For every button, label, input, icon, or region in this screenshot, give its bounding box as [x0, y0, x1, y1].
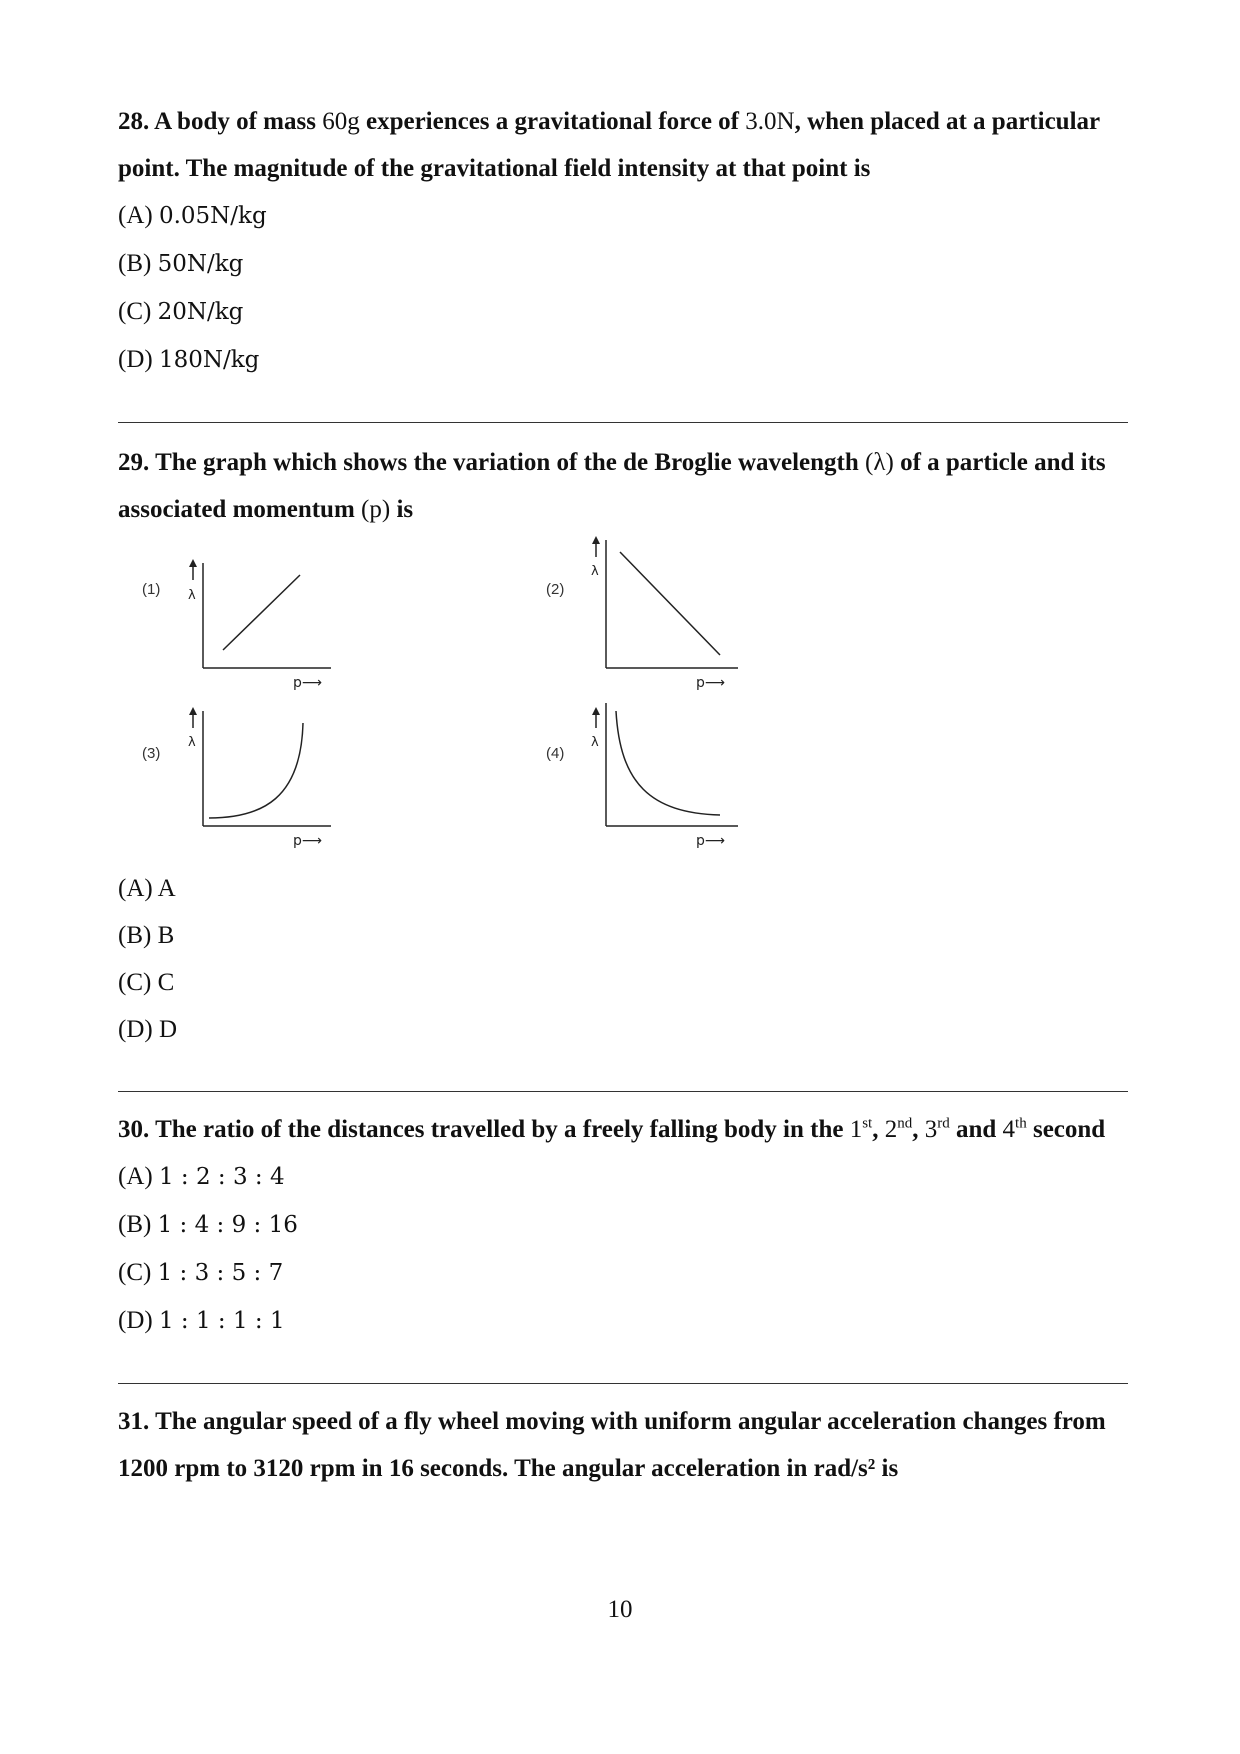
option-c[interactable]: (C) 20N/kg	[118, 298, 244, 325]
option-c[interactable]: (C) C	[118, 969, 175, 996]
option-b[interactable]: (B) B	[118, 922, 175, 949]
question-28	[118, 98, 1128, 384]
question-number: 29.	[118, 449, 150, 476]
graph-4-number: (4)	[546, 745, 565, 762]
question-number: 31.	[118, 1408, 150, 1435]
graph-1	[173, 535, 333, 690]
question-30-stem: 30. The ratio of the distances travelled by a freely falling body in the 1st, 2nd, 3rd and 4th second	[118, 1115, 1106, 1143]
graph-3-curve	[209, 723, 303, 818]
question-31	[118, 1398, 1128, 1492]
graph-3-y-label: λ	[188, 735, 196, 750]
graph-2	[580, 525, 740, 690]
question-29-stem: 29. The graph which shows the variation of the de Broglie wavelength (λ) of a particle and its associated momentum (p) is	[118, 449, 1106, 523]
question-29	[118, 439, 1128, 1053]
option-d[interactable]: (D) 1 : 1 : 1 : 1	[118, 1307, 285, 1334]
option-d[interactable]: (D) D	[118, 1016, 178, 1043]
graph-3-number: (3)	[142, 745, 161, 762]
graph-options-figure	[118, 535, 1128, 865]
graph-3-x-label: p⟶	[293, 833, 322, 848]
question-number: 28.	[118, 108, 150, 135]
page	[118, 98, 1128, 1492]
option-b[interactable]: (B) 1 : 4 : 9 : 16	[118, 1211, 298, 1238]
option-b[interactable]: (B) 50N/kg	[118, 250, 244, 277]
graph-4-y-label: λ	[591, 735, 599, 750]
question-31-stem: 31. The angular speed of a fly wheel moving with uniform angular acceleration changes from 1200 rpm to 3120 rpm in 16 seconds. The angular acceleration in rad/s² is	[118, 1408, 1106, 1482]
option-d[interactable]: (D) 180N/kg	[118, 346, 260, 373]
graph-1-x-label: p⟶	[293, 675, 322, 690]
graph-1-number: (1)	[142, 581, 161, 598]
graph-4	[580, 693, 740, 848]
graph-2-y-label: λ	[591, 564, 599, 579]
graph-1-curve	[223, 575, 300, 650]
graph-4-x-label: p⟶	[696, 833, 725, 848]
question-30	[118, 1106, 1128, 1345]
option-c[interactable]: (C) 1 : 3 : 5 : 7	[118, 1259, 284, 1286]
option-a[interactable]: (A) 1 : 2 : 3 : 4	[118, 1163, 285, 1190]
option-a[interactable]: (A) 0.05N/kg	[118, 202, 267, 229]
option-a[interactable]: (A) A	[118, 875, 176, 902]
graph-2-number: (2)	[546, 581, 565, 598]
question-28-stem: 28. A body of mass 60g experiences a gravitational force of 3.0N, when placed at a particular point. The magnitude of the gravitational field intensity at that point is	[118, 108, 1100, 182]
graph-1-y-label: λ	[188, 588, 196, 603]
question-number: 30.	[118, 1116, 150, 1143]
graph-2-x-label: p⟶	[696, 675, 725, 690]
page-number: 10	[607, 1596, 633, 1623]
graph-3	[173, 693, 333, 848]
graph-4-curve	[616, 711, 720, 815]
graph-2-curve	[620, 552, 720, 655]
